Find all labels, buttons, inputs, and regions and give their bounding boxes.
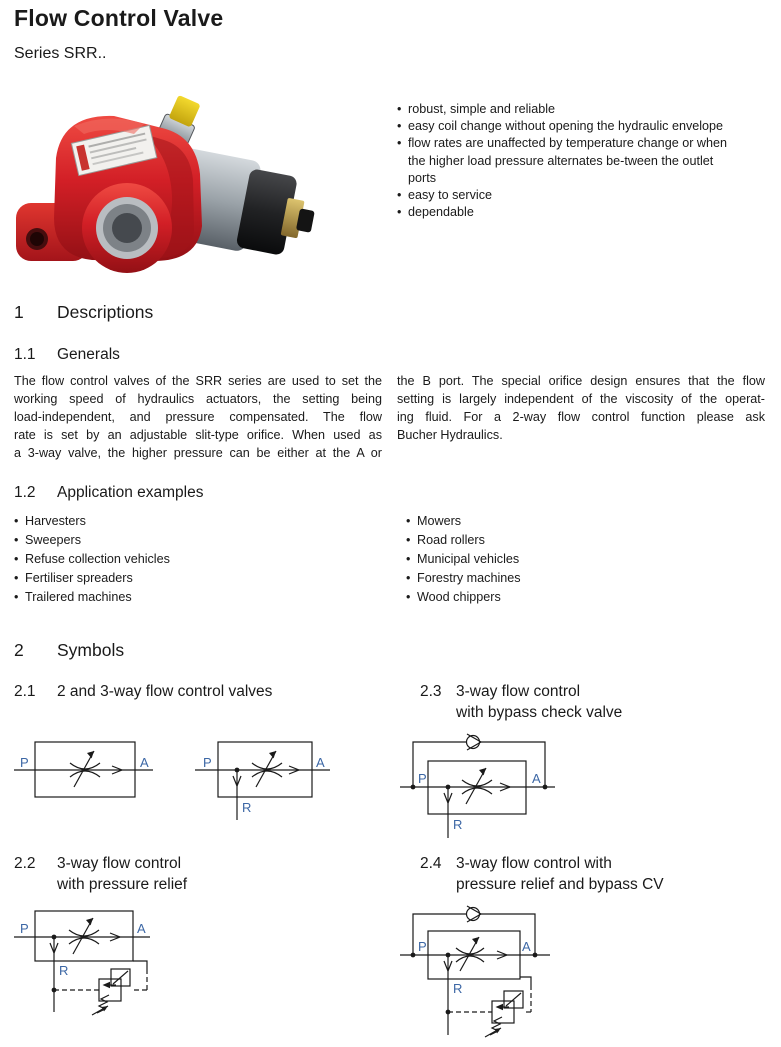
valve-body	[16, 116, 202, 273]
port-label-a: A	[316, 755, 325, 770]
generals-column-1	[14, 372, 382, 462]
body-line: the B port. The special orifice design ensures that the flow	[397, 374, 765, 388]
symbol-number: 2.4	[420, 855, 442, 872]
applications-list-right	[406, 512, 767, 607]
generals-body	[14, 372, 767, 462]
symbol-number: 2.1	[14, 683, 36, 700]
diagram-relief-and-bypass-cv	[398, 905, 618, 1047]
body-line: setting is largely independent of the viscosity of the operat-	[397, 392, 765, 406]
symbol-heading-2-1	[14, 681, 420, 702]
port-label-a: A	[532, 771, 541, 786]
port-label-p: P	[20, 921, 29, 936]
symbol-title: 3-way flow control with pressure relief and bypass CV	[456, 855, 664, 893]
diagram-bypass-check-valve	[398, 735, 618, 853]
symbol-number: 2.3	[420, 683, 442, 700]
adjustable-orifice-icon	[70, 751, 100, 787]
applications-columns	[14, 512, 767, 607]
application-item: • Mowers	[406, 512, 767, 531]
port-label-r: R	[453, 817, 463, 832]
application-item: • Sweepers	[14, 531, 406, 550]
subsection-generals-heading	[14, 345, 767, 365]
body-line: a 3-way valve, the higher pressure can be either at the A or	[14, 446, 382, 460]
port-label-r: R	[242, 800, 252, 815]
pressure-relief-valve-icon	[92, 969, 130, 1015]
port-label-r: R	[59, 963, 69, 978]
port-label-a: A	[140, 755, 149, 770]
feature-item: • dependable	[397, 204, 730, 221]
port-label-p: P	[418, 771, 427, 786]
generals-column-2	[397, 372, 765, 462]
adjustable-orifice-icon	[462, 768, 492, 804]
body-line: load-independent, and pressure compensated. The flow	[14, 410, 382, 424]
section-title: Symbols	[57, 640, 125, 660]
port-label-p: P	[203, 755, 212, 770]
section-number: 2	[14, 640, 24, 660]
subsection-applications-heading	[14, 483, 767, 503]
body-line: Bucher Hydraulics.	[397, 428, 503, 442]
page-subtitle: Series SRR..	[14, 45, 107, 62]
port-label-a: A	[137, 921, 146, 936]
adjustable-orifice-icon	[456, 937, 484, 971]
body-line: The flow control valves of the SRR series are used to set the	[14, 374, 382, 388]
subsection-number: 1.2	[14, 484, 36, 501]
application-item: • Road rollers	[406, 531, 767, 550]
application-item: • Wood chippers	[406, 588, 767, 607]
port-label-p: P	[418, 939, 427, 954]
section-symbols-heading	[14, 638, 767, 662]
feature-item: • robust, simple and reliable	[397, 101, 730, 118]
adjustable-orifice-icon	[252, 751, 282, 787]
application-item: • Trailered machines	[14, 588, 406, 607]
product-photo	[14, 100, 314, 285]
symbol-title: 2 and 3-way flow control valves	[57, 683, 273, 700]
port-label-p: P	[20, 755, 29, 770]
section-number: 1	[14, 302, 24, 322]
port-label-a: A	[522, 939, 531, 954]
symbol-heading-2-2	[14, 853, 420, 895]
feature-item: • flow rates are unaffected by temperature change or when the higher load pressure alternates be-tween the outlet ports	[397, 135, 730, 187]
page-title: Flow Control Valve	[14, 5, 224, 31]
subsection-title: Generals	[57, 346, 120, 363]
symbol-heading-2-4	[420, 853, 767, 895]
symbol-number: 2.2	[14, 855, 36, 872]
feature-item: • easy coil change without opening the hydraulic envelope	[397, 118, 730, 135]
hero-row	[14, 100, 767, 285]
symbol-title: 3-way flow control with bypass check valve	[456, 683, 623, 721]
diagram-3way-flow-control	[195, 735, 345, 845]
port-label-r: R	[453, 981, 463, 996]
section-title: Descriptions	[57, 302, 154, 322]
application-item: • Refuse collection vehicles	[14, 550, 406, 569]
pressure-relief-valve-icon	[485, 991, 523, 1037]
subsection-title: Application examples	[57, 484, 204, 501]
symbol-title: 3-way flow control with pressure relief	[57, 855, 188, 893]
feature-item: • easy to service	[397, 187, 730, 204]
application-item: • Harvesters	[14, 512, 406, 531]
application-item: • Fertiliser spreaders	[14, 569, 406, 588]
features-list	[397, 100, 730, 285]
body-line: ing fluid. For a 2-way flow control function please ask	[397, 410, 765, 424]
symbols-grid	[14, 681, 767, 1047]
application-item: • Forestry machines	[406, 569, 767, 588]
subsection-number: 1.1	[14, 346, 36, 363]
diagram-pressure-relief	[14, 905, 194, 1040]
diagram-2way-flow-control	[14, 735, 184, 845]
body-line: working speed of hydraulics actuators, the setting being	[14, 392, 382, 406]
adjustable-orifice-icon	[69, 918, 99, 954]
section-descriptions-heading	[14, 300, 767, 324]
application-item: • Municipal vehicles	[406, 550, 767, 569]
applications-list-left	[14, 512, 406, 607]
symbol-heading-2-3	[420, 681, 767, 723]
body-line: rate is set by an adjustable slit-type orifice. When used as	[14, 428, 382, 442]
